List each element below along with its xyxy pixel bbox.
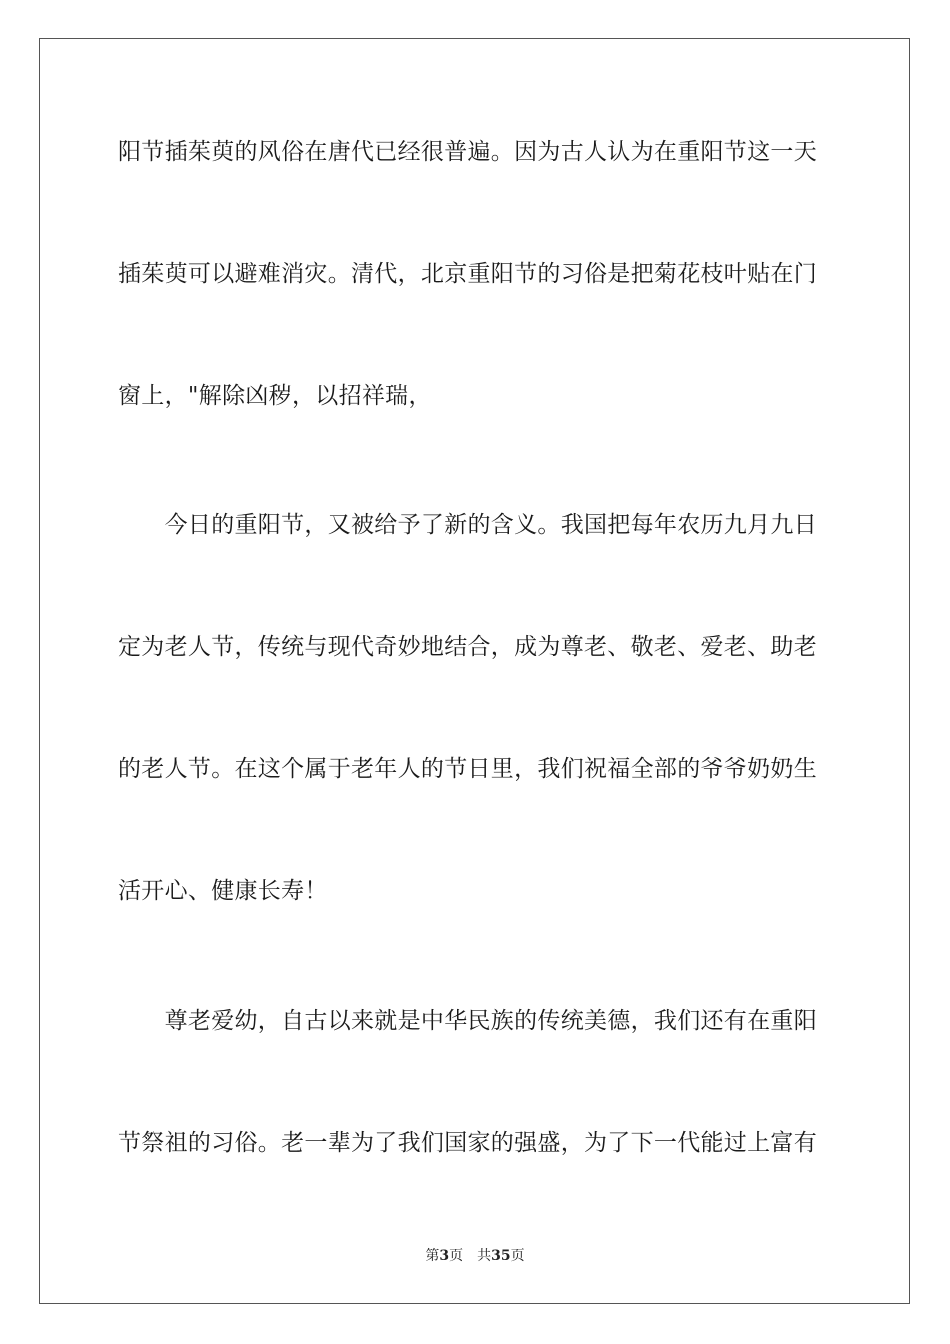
page-footer [0,1247,950,1265]
page-frame [39,38,910,1304]
total-pages: 35 [491,1248,511,1264]
text-line-2: 插茱萸可以避难消灾。清代，北京重阳节的习俗是把菊花枝叶贴在门 [118,261,817,287]
total-prefix: 共 [477,1248,492,1264]
text-line-4: 今日的重阳节，又被给予了新的含义。我国把每年农历九月九日 [118,512,817,538]
text-line-6: 的老人节。在这个属于老年人的节日里，我们祝福全部的爷爷奶奶生 [118,756,817,782]
text-line-1: 阳节插茱萸的风俗在唐代已经很普遍。因为古人认为在重阳节这一天 [118,139,817,165]
text-line-5: 定为老人节，传统与现代奇妙地结合，成为尊老、敬老、爱老、助老 [118,634,817,660]
text-line-7: 活开心、健康长寿！ [118,878,328,904]
page-suffix: 页 [449,1248,464,1264]
page-number: 3 [439,1248,450,1264]
text-line-9: 节祭祖的习俗。老一辈为了我们国家的强盛，为了下一代能过上富有 [118,1130,817,1156]
total-suffix: 页 [510,1248,525,1264]
text-line-8: 尊老爱幼，自古以来就是中华民族的传统美德，我们还有在重阳 [118,1008,817,1034]
text-line-3: 窗上，"解除凶秽，以招祥瑞， [118,383,432,409]
page-prefix: 第 [425,1248,440,1264]
